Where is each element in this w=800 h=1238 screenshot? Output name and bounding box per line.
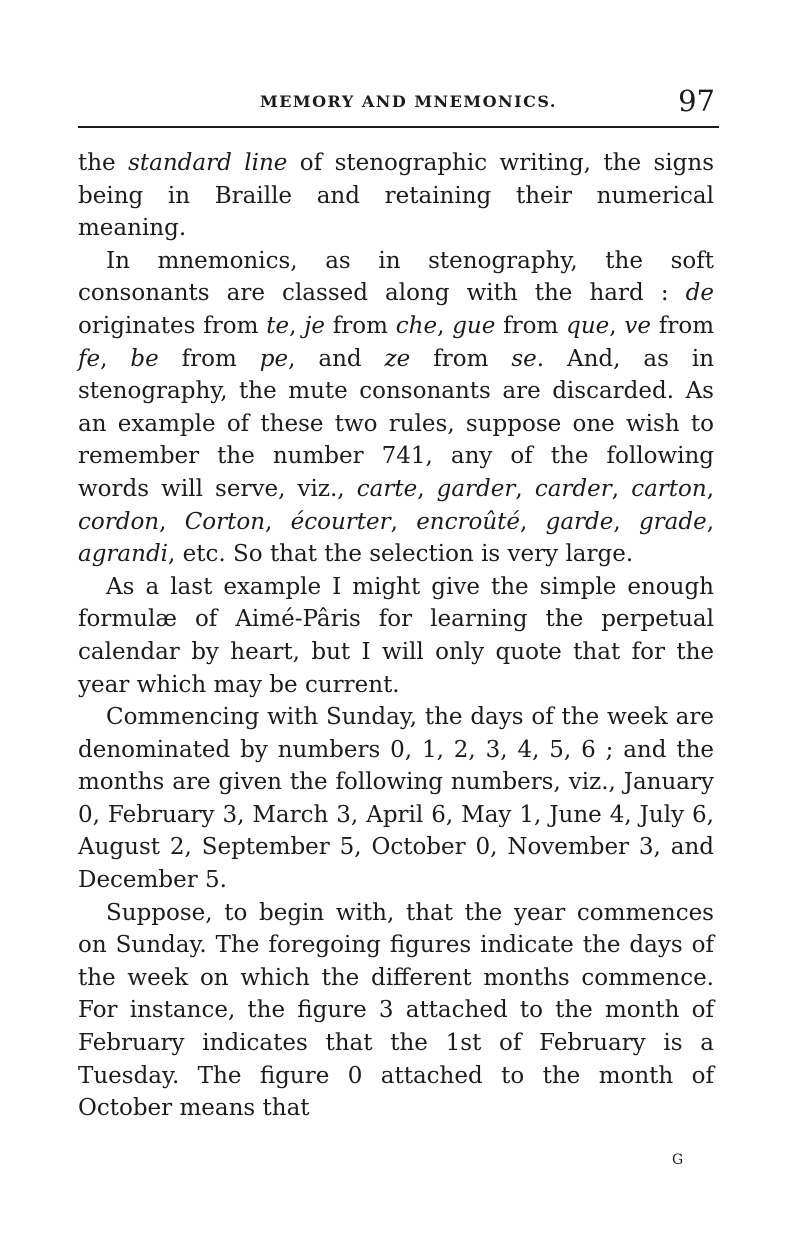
italic-term: carder: [534, 475, 612, 502]
italic-term: standard line: [128, 150, 288, 176]
italic-term: gue: [452, 312, 496, 339]
italic-term: che: [395, 312, 438, 339]
text-run: ,: [417, 475, 437, 502]
paragraph-3: [78, 571, 714, 701]
italic-term: agrandi: [78, 541, 169, 568]
text-run: from: [651, 312, 715, 339]
page-header: [78, 84, 719, 120]
signature-mark: G: [672, 1152, 684, 1168]
italic-term: fe: [78, 345, 101, 372]
paragraph-2: [78, 245, 714, 571]
text-run: ,: [520, 508, 546, 535]
text-run: of stenographic writing, the signs being in Braille and retaining their numerical meaning.: [78, 150, 714, 242]
italic-term: que: [566, 312, 610, 339]
text-run: ,: [159, 508, 185, 535]
text-run: from: [495, 312, 567, 339]
text-run: ,: [265, 508, 291, 535]
text-run: ,: [706, 475, 714, 502]
text-run: Suppose, to begin with, that the year commences on Sunday. The foregoing figures indicate the days of the week on which the different months commence. For instance, the figure 3 attached to the month of February indicates that the 1st of February is a Tuesday. The figure 0 attached to the month of October means that: [78, 899, 714, 1122]
text-run: ,: [289, 312, 305, 339]
text-run: , and: [288, 345, 385, 372]
running-head: MEMORY AND MNEMONICS.: [260, 92, 557, 111]
text-run: ,: [515, 475, 535, 502]
page-number: 97: [678, 84, 715, 118]
text-run: . And, as in stenography, the mute consonants are discarded. As an example of these two rules, suppose one wish to remember the number 741, any of the following words will serve, viz.,: [78, 345, 715, 502]
text-run: ,: [390, 508, 417, 535]
text-run: from: [324, 312, 396, 339]
italic-term: je: [304, 312, 325, 339]
paragraph-4: [78, 701, 714, 897]
italic-term: ve: [624, 312, 652, 339]
italic-term: te: [266, 312, 290, 339]
text-run: ,: [437, 312, 453, 339]
text-run: ,: [609, 312, 625, 339]
italic-term: se: [511, 345, 537, 372]
text-run: ,: [611, 475, 632, 502]
text-run: ,: [613, 508, 639, 535]
text-run: ,: [706, 508, 715, 535]
italic-term: garder: [436, 475, 516, 502]
text-run: , etc. So that the selection is very large.: [168, 541, 634, 568]
italic-term: carte: [356, 475, 418, 502]
italic-term: de: [685, 280, 714, 307]
body-text: [78, 147, 714, 1125]
header-rule: [78, 126, 719, 128]
text-run: As a last example I might give the simple enough formulæ of Aimé-Pâris for learning the perpetual calendar by heart, but I will only quote that for the year which may be current.: [78, 573, 714, 698]
italic-term: pe: [259, 345, 289, 372]
text-run: ,: [100, 345, 131, 372]
text-run: from: [410, 345, 512, 372]
italic-term: carton: [631, 475, 707, 502]
text-run: Commencing with Sunday, the days of the week are denominated by numbers 0, 1, 2, 3, 4, 5, 6 ; and the months are given the following numbers, viz., January 0, February 3, March 3, April 6, May 1, June 4, July 6, August 2, September 5, October 0, November 3, and December 5.: [78, 704, 714, 894]
italic-term: grade: [638, 508, 707, 535]
italic-term: garde: [545, 508, 614, 535]
italic-term: encroûté: [416, 508, 521, 535]
italic-term: écourter: [290, 508, 391, 535]
text-run: from: [158, 345, 260, 372]
italic-term: ze: [384, 345, 411, 372]
italic-term: Corton: [184, 508, 266, 535]
italic-term: be: [130, 345, 159, 372]
text-run: originates from: [78, 312, 267, 339]
text-run: In mnemonics, as in stenography, the soft consonants are classed along with the hard :: [78, 247, 714, 307]
text-run: the: [78, 150, 129, 176]
paragraph-1: [78, 147, 714, 245]
paragraph-5: [78, 897, 714, 1125]
italic-term: cordon: [78, 508, 160, 535]
